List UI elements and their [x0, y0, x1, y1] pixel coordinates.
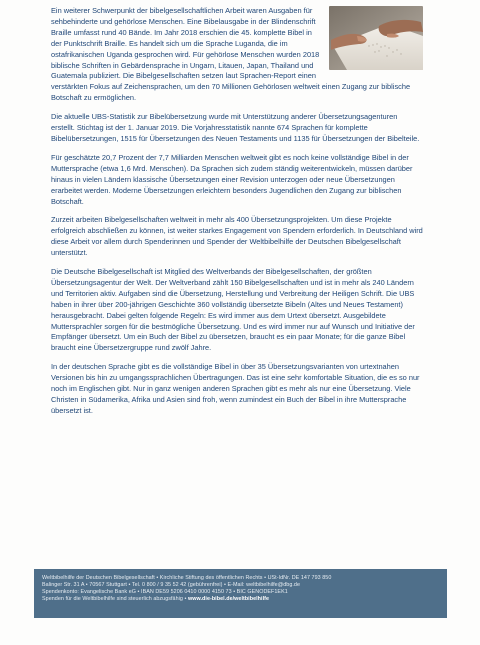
footer-address-line: Balinger Str. 31 A • 70567 Stuttgart • Tel. 0 800 / 9 35 52 42 (gebührenfrei) • E-Mail: weltbibelhilfe@dbg.de	[42, 582, 301, 588]
footer-organization-line: Weltbibelhilfe der Deutschen Bibelgesellschaft • Kirchliche Stiftung des öffentlichen Rechts • USt-IdNr. DE 147 793 850	[42, 575, 332, 581]
paragraph-4: Zurzeit arbeiten Bibelgesellschaften weltweit in mehr als 400 Übersetzungsprojekten. Um diese Projekte erfolgreich abschließen zu können, ist weiter starkes Engagement von Spendern erforderlich. In Deutschland wird diese Arbeit vor allem durch Spenderinnen und Spender der Weltbibelhilfe der Deutschen Bibelgesellschaft unterstützt.	[51, 215, 423, 258]
paragraph-2: Die aktuelle UBS-Statistik zur Bibelübersetzung wurde mit Unterstützung anderer Übersetzungsagenturen erstellt. Stichtag ist der 1. Januar 2019. Die Vorjahresstatistik nannte 674 Sprachen für komplette Bibelübersetzungen, 1515 für Übersetzungen des Neuen Testaments und 1135 für Übersetzungen der Bibelteile.	[51, 112, 420, 143]
braille-reading-hands-photo	[329, 6, 423, 70]
footer-website-link[interactable]: www.die-bibel.de/weltbibelhilfe	[187, 596, 270, 602]
article-body	[51, 6, 423, 425]
footer-tax-note: Spenden für die Weltbibelhilfe sind steuerlich abzugsfähig •	[42, 596, 188, 602]
braille-photo-graphic	[329, 6, 423, 70]
footer-bank-line: Spendenkonto: Evangelische Bank eG • IBAN DE59 5206 0410 0000 4150 73 • BIC GENODEF1EK1	[42, 589, 288, 595]
footer-donation-line	[42, 596, 269, 603]
paragraph-6: In der deutschen Sprache gibt es die vollständige Bibel in über 35 Übersetzungsvarianten von urtextnahen Versionen bis hin zu umgangssprachlichen Übertragungen. Das ist eine sehr komfortable Situation, die es so nur noch im Englischen gibt. Nur in ganz wenigen anderen Sprachen gibt es mehr als nur eine Übersetzung. Viele Christen in Südamerika, Afrika und Asien sind froh, wenn zumindest ein Buch der Bibel in ihre Muttersprache übersetzt ist.	[51, 362, 420, 415]
footer-contact-box	[34, 569, 447, 618]
paragraph-3: Für geschätzte 20,7 Prozent der 7,7 Milliarden Menschen weltweit gibt es noch keine vollständige Bibel in der Muttersprache (etwa 1,6 Mrd. Menschen). Da Sprachen sich zudem ständig weiterentwickeln, müssen darüber hinaus in vielen Ländern klassische Übersetzungen einer Revision unterzogen oder neue Übersetzungen erarbeitet werden. Moderne Übersetzungen erleichtern besonders Jugendlichen den Zugang zur biblischen Botschaft.	[51, 152, 413, 206]
paragraph-5: Die Deutsche Bibelgesellschaft ist Mitglied des Weltverbands der Bibelgesellschaften, der größten Übersetzungsagentur der Welt. Der Weltverband zählt 150 Bibelgesellschaften und ist in mehr als 240 Ländern und Territorien aktiv. Aufgaben sind die Übersetzung, Herstellung und Verbreitung der Heiligen Schrift. Die UBS haben in ihrer über 200-jährigen Geschichte 360 vollständig übersetzte Bibeln (Altes und Neues Testament) herausgebracht. Dabei gelten folgende Regeln: Es wird immer aus dem Urtext übersetzt. Ausgebildete Muttersprachler sorgen für die bestmögliche Übersetzung. Und es wird immer nur auf Wunsch und Initiative der Empfänger übersetzt. Um ein Buch der Bibel zu übersetzen, braucht es ein paar Monate; für die ganze Bibel braucht eine Übersetzergruppe rund zwölf Jahre.	[51, 267, 415, 353]
paragraph-1: Ein weiterer Schwerpunkt der bibelgesellschaftlichen Arbeit waren Ausgaben für sehbehinderte und gehörlose Menschen. Eine Bibelausgabe in der Blindenschrift Braille umfasst rund 40 Bände. Im Jahr 2018 erschien die 45. komplette Bibel in der Punktschrift Braille. Es handelt sich um die Sprache Luganda, die im ostafrikanischen Uganda gesprochen wird. Für gehörlose Menschen wurden 2018 biblische Schriften in Gebärdensprache in Ungarn, Litauen, Japan, Thailand und Guatemala publiziert. Die Bibelgesellschaften setzen laut Sprachen-Report einen verstärkten Fokus auf Zeichensprachen, um den 70 Millionen Gehörlosen weltweit einen Zugang zur biblische Botschaft zu ermöglichen.	[51, 6, 411, 103]
